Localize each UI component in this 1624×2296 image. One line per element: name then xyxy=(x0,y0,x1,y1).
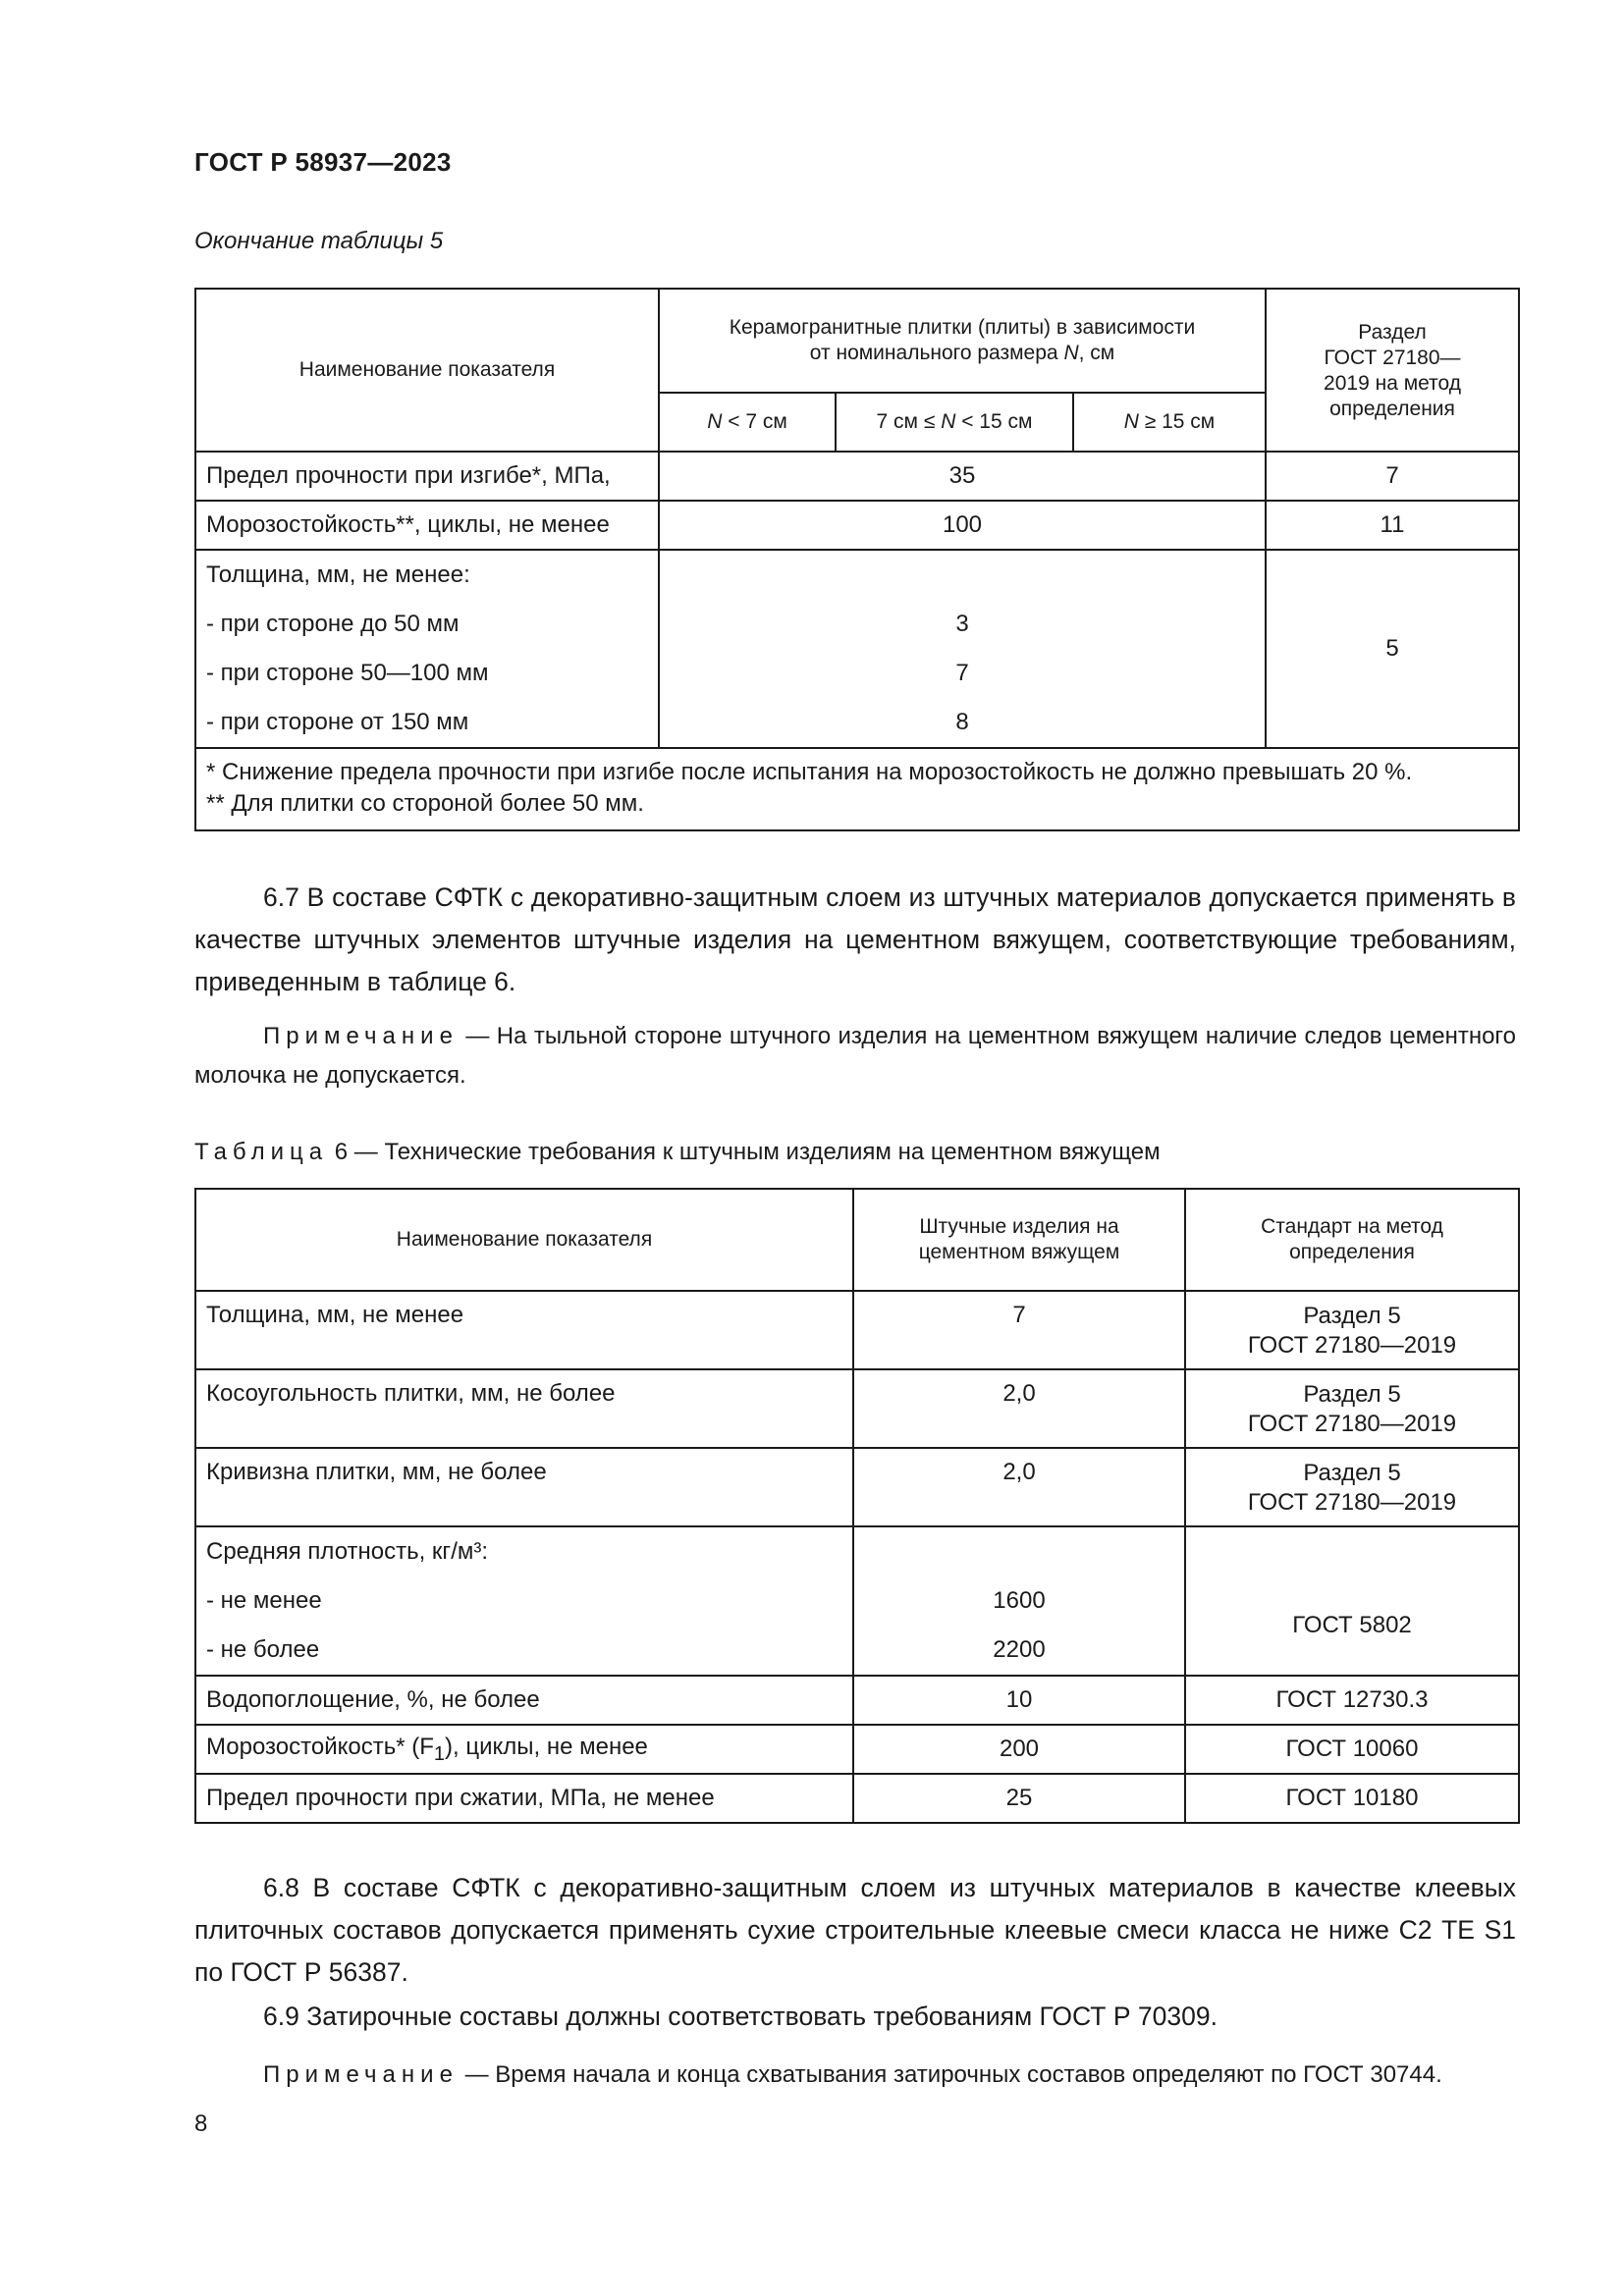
table6-head-product-line1: Штучные изделия на xyxy=(919,1215,1119,1238)
note2-label: Примечание xyxy=(263,2061,459,2088)
table5-row1-value: 35 xyxy=(659,452,1266,501)
table5-head-name: Наименование показателя xyxy=(195,289,659,452)
table5-row1-name: Предел прочности при изгибе*, МПа, xyxy=(195,452,659,501)
table6-caption-text: 6 — Технические требования к штучным изделиям на цементном вяжущем xyxy=(328,1139,1161,1165)
table5-header-row xyxy=(195,289,1519,393)
table5-sub2-text: < 15 см xyxy=(955,410,1033,433)
table6-strength-value: 25 xyxy=(853,1774,1185,1823)
table6-row3-method xyxy=(1185,1448,1519,1526)
table5-sub1-var: N xyxy=(707,410,723,433)
table6-density-title: Средняя плотность, кг/м³: xyxy=(206,1538,489,1565)
table5-row1-method: 7 xyxy=(1266,452,1519,501)
table6-head-product xyxy=(853,1189,1185,1291)
table-row xyxy=(195,1448,1519,1526)
table6-row1-value: 7 xyxy=(853,1291,1185,1369)
table5-thickness-value1: 3 xyxy=(955,611,969,637)
table5-footnote2: ** Для плитки со стороной более 50 мм. xyxy=(206,790,644,817)
table6-head-method-line1: Стандарт на метод xyxy=(1261,1215,1443,1238)
table5-thickness-method: 5 xyxy=(1266,550,1519,748)
table6-density-item1: - не менее xyxy=(206,1587,322,1614)
table6-head-product-line2: цементном вяжущем xyxy=(918,1241,1120,1263)
table6-header-row xyxy=(195,1189,1519,1291)
table6-density-value1: 1600 xyxy=(993,1587,1046,1614)
table5-row2-method: 11 xyxy=(1266,501,1519,550)
table6-frost-name-pre: Морозостойкость* (F xyxy=(206,1733,434,1760)
table6-density-method: ГОСТ 5802 xyxy=(1185,1526,1519,1676)
table-row xyxy=(195,501,1519,550)
table6-density-item2: - не более xyxy=(206,1636,320,1663)
table6-frost-value: 200 xyxy=(853,1725,1185,1774)
table6-strength-name: Предел прочности при сжатии, МПа, не менее xyxy=(195,1774,853,1823)
table-row xyxy=(195,1526,1519,1676)
table6-density-value2: 2200 xyxy=(993,1636,1046,1663)
table6-row2-method xyxy=(1185,1369,1519,1448)
note-2 xyxy=(194,2056,1516,2095)
paragraph-6-7: 6.7 В составе СФТК с декоративно-защитным слоем из штучных материалов допускается применять в качестве штучных элементов штучные изделия на цементном вяжущем, соответствующие требованиям, приведенным в таблице 6. xyxy=(194,882,1516,996)
table5-sub3 xyxy=(1073,393,1266,452)
table5-thickness-values xyxy=(659,550,1266,748)
table6 xyxy=(194,1188,1520,1824)
table-row xyxy=(195,1676,1519,1725)
table6-caption-label: Таблица xyxy=(194,1139,329,1165)
table5-thickness-value3: 8 xyxy=(955,709,969,735)
table6-strength-method: ГОСТ 10180 xyxy=(1185,1774,1519,1823)
table5-head-method-line2: ГОСТ 27180— xyxy=(1324,347,1461,369)
table6-row3-method-line1: Раздел 5 xyxy=(1303,1460,1401,1486)
table5-footnote1: * Снижение предела прочности при изгибе после испытания на морозостойкость не должно превышать 20 %. xyxy=(206,759,1413,785)
table6-head-method-line2: определения xyxy=(1289,1241,1415,1263)
table5-sub2 xyxy=(836,393,1073,452)
table5 xyxy=(194,288,1520,831)
table6-row2-value: 2,0 xyxy=(853,1369,1185,1448)
table5-head-method-line3: 2019 на метод xyxy=(1324,372,1461,395)
table6-caption xyxy=(194,1139,1161,1166)
table5-head-group-line2b: , см xyxy=(1078,342,1115,364)
table-row xyxy=(195,452,1519,501)
table6-row2-method-line2: ГОСТ 27180—2019 xyxy=(1247,1411,1457,1437)
table5-sub1 xyxy=(659,393,836,452)
table5-head-group xyxy=(659,289,1266,393)
note2-text: — Время начала и конца схватывания затирочных составов определяют по ГОСТ 30744. xyxy=(458,2061,1442,2088)
table-row xyxy=(195,1369,1519,1448)
table5-caption: Окончание таблицы 5 xyxy=(194,228,444,254)
table6-row2-name: Косоугольность плитки, мм, не более xyxy=(195,1369,853,1448)
table5-thickness-value2: 7 xyxy=(955,660,969,686)
table5-head-group-line2a: от номинального размера xyxy=(809,342,1064,364)
table5-thickness-title: Толщина, мм, не менее: xyxy=(206,561,470,588)
table6-row1-method xyxy=(1185,1291,1519,1369)
document-header: ГОСТ Р 58937—2023 xyxy=(194,147,452,177)
table6-frost-method: ГОСТ 10060 xyxy=(1185,1725,1519,1774)
table-row xyxy=(195,1725,1519,1774)
note1-text: — На тыльной стороне штучного изделия на цементном вяжущем наличие следов цементного молочка не допускается. xyxy=(194,1023,1516,1089)
table-row xyxy=(195,550,1519,748)
table5-sub3-var: N xyxy=(1123,410,1139,433)
table5-sub1-text: < 7 см xyxy=(722,410,787,433)
table6-frost-name xyxy=(195,1725,853,1774)
table6-density-values xyxy=(853,1526,1185,1676)
paragraph-6-9: 6.9 Затирочные составы должны соответствовать требованиям ГОСТ Р 70309. xyxy=(263,2002,1218,2031)
table-row xyxy=(195,1291,1519,1369)
table6-row3-method-line2: ГОСТ 27180—2019 xyxy=(1247,1489,1457,1516)
table5-thickness-item2: - при стороне 50—100 мм xyxy=(206,660,489,686)
table5-head-group-line1: Керамогранитные плитки (плиты) в зависимости xyxy=(729,316,1196,339)
table5-thickness-item1: - при стороне до 50 мм xyxy=(206,611,460,637)
table6-density-names xyxy=(195,1526,853,1676)
table6-row1-method-line1: Раздел 5 xyxy=(1303,1303,1401,1329)
table6-head-name: Наименование показателя xyxy=(195,1189,853,1291)
table5-footnotes-row xyxy=(195,748,1519,830)
table6-water-method: ГОСТ 12730.3 xyxy=(1185,1676,1519,1725)
table6-head-method xyxy=(1185,1189,1519,1291)
table6-water-name: Водопоглощение, %, не более xyxy=(195,1676,853,1725)
table6-row1-name: Толщина, мм, не менее xyxy=(195,1291,853,1369)
table5-row2-name: Морозостойкость**, циклы, не менее xyxy=(195,501,659,550)
table6-water-value: 10 xyxy=(853,1676,1185,1725)
table5-head-method-line4: определения xyxy=(1329,398,1455,420)
table5-head-method-line1: Раздел xyxy=(1358,321,1427,344)
page-number: 8 xyxy=(194,2110,208,2137)
table5-head-group-var: N xyxy=(1063,342,1079,364)
table5-sub2-var: N xyxy=(941,410,956,433)
table6-frost-name-post: ), циклы, не менее xyxy=(445,1733,648,1760)
table6-frost-name-sub: 1 xyxy=(433,1742,445,1765)
table5-row2-value: 100 xyxy=(659,501,1266,550)
table6-row3-name: Кривизна плитки, мм, не более xyxy=(195,1448,853,1526)
table5-sub2-pre: 7 см ≤ xyxy=(876,410,942,433)
table5-head-method xyxy=(1266,289,1519,452)
table5-sub3-text: ≥ 15 см xyxy=(1138,410,1216,433)
table6-row2-method-line1: Раздел 5 xyxy=(1303,1381,1401,1408)
table5-thickness-names xyxy=(195,550,659,748)
note1-label: Примечание xyxy=(263,1023,459,1049)
table6-row1-method-line2: ГОСТ 27180—2019 xyxy=(1247,1332,1457,1359)
table5-footnotes xyxy=(195,748,1519,830)
note-1 xyxy=(194,1017,1516,1095)
table5-thickness-item3: - при стороне от 150 мм xyxy=(206,709,469,735)
paragraph-6-8: 6.8 В составе СФТК с декоративно-защитным слоем из штучных материалов в качестве клеевых плиточных составов допускается применять сухие строительные клеевые смеси класса не ниже С2 ТЕ S1 по ГОСТ Р 56387. xyxy=(194,1873,1516,1987)
table-row xyxy=(195,1774,1519,1823)
table6-row3-value: 2,0 xyxy=(853,1448,1185,1526)
